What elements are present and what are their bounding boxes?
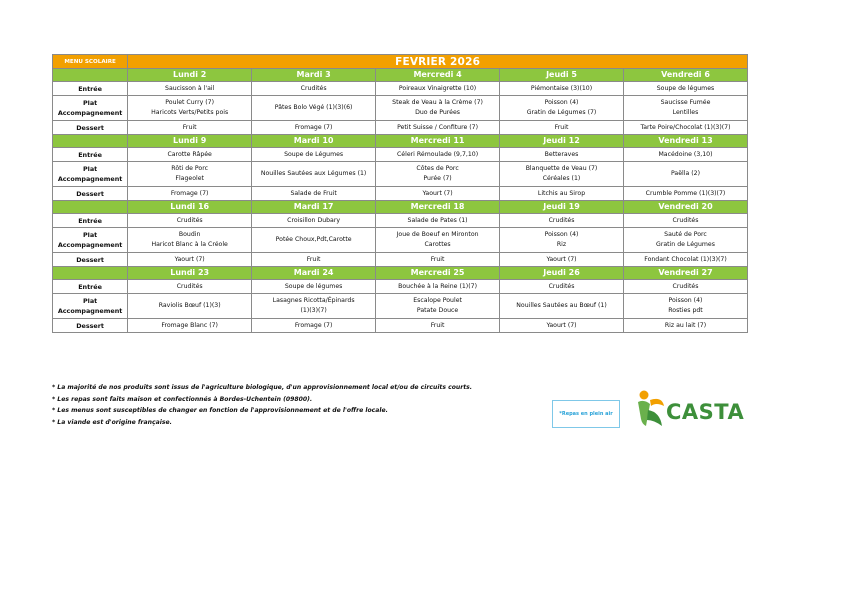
plat-cell xyxy=(252,228,376,253)
day-header: Lundi 9 xyxy=(128,135,252,148)
day-header-blank xyxy=(53,135,128,148)
plat-line: Rosties pdt xyxy=(668,307,703,314)
day-header: Jeudi 19 xyxy=(500,201,624,214)
plat-line: Sauté de Porc xyxy=(664,231,707,238)
row-label-dessert: Dessert xyxy=(53,253,128,267)
plat-line: Purée (7) xyxy=(423,175,452,182)
dessert-cell: Fruit xyxy=(128,121,252,135)
plat-line: Saucisse Fumée xyxy=(660,99,711,106)
entree-row xyxy=(53,214,748,228)
day-header-row xyxy=(53,69,748,82)
plat-line: Lasagnes Ricotta/Épinards xyxy=(272,297,355,304)
plat-line: (1)(3)(7) xyxy=(300,307,327,314)
day-header: Jeudi 12 xyxy=(500,135,624,148)
row-label-plat-line: Plat xyxy=(82,99,98,107)
day-header: Lundi 23 xyxy=(128,267,252,280)
plat-line: Paëlla (2) xyxy=(670,170,700,177)
plat-cell xyxy=(624,162,748,187)
plat-row xyxy=(53,294,748,319)
footnotes xyxy=(52,382,532,428)
plat-cell xyxy=(128,228,252,253)
plat-line: Poisson (4) xyxy=(668,297,703,304)
row-label-entree: Entrée xyxy=(53,214,128,228)
row-label-dessert: Dessert xyxy=(53,121,128,135)
plat-cell xyxy=(252,96,376,121)
day-header: Vendredi 13 xyxy=(624,135,748,148)
dessert-cell: Fruit xyxy=(500,121,624,135)
month-title: FEVRIER 2026 xyxy=(128,55,748,69)
entree-cell: Crudités xyxy=(500,280,624,294)
plat-cell xyxy=(128,294,252,319)
plat-cell xyxy=(376,96,500,121)
day-header-row xyxy=(53,135,748,148)
plat-line: Boudin xyxy=(178,231,201,238)
plat-line: Haricots Verts/Petits pois xyxy=(151,109,229,116)
plat-cell xyxy=(376,162,500,187)
day-header: Mardi 10 xyxy=(252,135,376,148)
plat-cell xyxy=(252,162,376,187)
day-header: Jeudi 5 xyxy=(500,69,624,82)
dessert-row xyxy=(53,253,748,267)
plat-line: Gratin de Légumes xyxy=(656,241,715,248)
dessert-cell: Yaourt (7) xyxy=(500,253,624,267)
entree-cell: Soupe de Légumes xyxy=(252,148,376,162)
menu-label: MENU SCOLAIRE xyxy=(53,55,128,69)
plat-line: Haricot Blanc à la Créole xyxy=(151,241,228,248)
day-header: Jeudi 26 xyxy=(500,267,624,280)
dessert-cell: Yaourt (7) xyxy=(376,187,500,201)
plat-line: Gratin de Légumes (7) xyxy=(526,109,597,116)
dessert-cell: Fruit xyxy=(252,253,376,267)
entree-cell: Poireaux Vinaigrette (10) xyxy=(376,82,500,96)
day-header-row xyxy=(53,267,748,280)
entree-cell: Salade de Pates (1) xyxy=(376,214,500,228)
day-header: Mardi 17 xyxy=(252,201,376,214)
plat-cell xyxy=(624,96,748,121)
plat-line: Raviolis Bœuf (1)(3) xyxy=(158,302,221,309)
row-label-dessert: Dessert xyxy=(53,319,128,333)
dessert-cell: Petit Suisse / Confiture (7) xyxy=(376,121,500,135)
day-header: Vendredi 27 xyxy=(624,267,748,280)
plat-line: Côtes de Porc xyxy=(416,165,459,172)
entree-cell: Carotte Râpée xyxy=(128,148,252,162)
plat-cell xyxy=(500,96,624,121)
plat-line: Poisson (4) xyxy=(544,231,579,238)
entree-row xyxy=(53,148,748,162)
entree-cell: Soupe de légumes xyxy=(624,82,748,96)
dessert-cell: Salade de Fruit xyxy=(252,187,376,201)
plat-cell xyxy=(500,162,624,187)
plat-cell xyxy=(500,294,624,319)
day-header: Mercredi 18 xyxy=(376,201,500,214)
entree-cell: Macédoine (3,10) xyxy=(624,148,748,162)
day-header-blank xyxy=(53,201,128,214)
footnote: * Les repas sont faits maison et confectionnés à Bordes-Uchentein (09800). xyxy=(52,395,313,403)
plat-line: Patate Douce xyxy=(416,307,459,314)
dessert-row xyxy=(53,187,748,201)
day-header: Mercredi 25 xyxy=(376,267,500,280)
dessert-cell: Fromage (7) xyxy=(252,319,376,333)
entree-cell: Betteraves xyxy=(500,148,624,162)
dessert-cell: Tarte Poire/Chocolat (1)(3)(7) xyxy=(624,121,748,135)
dessert-cell: Fondant Chocolat (1)(3)(7) xyxy=(624,253,748,267)
plat-line: Steak de Veau à la Crème (7) xyxy=(392,99,483,106)
dessert-cell: Fruit xyxy=(376,253,500,267)
dessert-cell: Litchis au Sirop xyxy=(500,187,624,201)
dessert-cell: Fromage (7) xyxy=(128,187,252,201)
plat-cell xyxy=(128,96,252,121)
plat-line: Flageolet xyxy=(175,175,204,182)
dessert-cell: Riz au lait (7) xyxy=(624,319,748,333)
dessert-row xyxy=(53,121,748,135)
plat-line: Nouilles Sautées aux Légumes (1) xyxy=(260,170,367,177)
row-label-plat-line: Plat xyxy=(82,231,98,239)
row-label-accompagnement-line: Accompagnement xyxy=(57,175,123,183)
row-label-accompagnement-line: Accompagnement xyxy=(57,307,123,315)
entree-cell: Crudités xyxy=(624,280,748,294)
footnote: * Les menus sont susceptibles de changer en fonction de l'approvisionnement et de l'offre locale. xyxy=(52,407,388,414)
entree-cell: Bouchée à la Reine (1)(7) xyxy=(376,280,500,294)
day-header: Lundi 16 xyxy=(128,201,252,214)
entree-cell: Crudités xyxy=(128,214,252,228)
plat-cell xyxy=(624,228,748,253)
entree-cell: Saucisson à l'ail xyxy=(128,82,252,96)
plat-row xyxy=(53,96,748,121)
entree-cell: Crudités xyxy=(128,280,252,294)
plat-line: Escalope Poulet xyxy=(413,297,462,304)
row-label-plat xyxy=(53,294,128,319)
footnote: * La majorité de nos produits sont issus de l'agriculture biologique, d'un approvisionnement local et/ou de circuits courts. xyxy=(52,384,473,391)
row-label-plat xyxy=(53,162,128,187)
row-label-entree: Entrée xyxy=(53,82,128,96)
day-header-blank xyxy=(53,267,128,280)
plat-line: Rôti de Porc xyxy=(171,165,209,172)
plat-line: Lentilles xyxy=(672,109,699,116)
row-label-plat-line: Plat xyxy=(82,297,98,305)
day-header: Mercredi 11 xyxy=(376,135,500,148)
day-header-row xyxy=(53,201,748,214)
outdoor-meal-legend: *Repas en plein air xyxy=(552,400,620,428)
menu-table xyxy=(52,54,748,333)
day-header: Vendredi 20 xyxy=(624,201,748,214)
plat-cell xyxy=(376,294,500,319)
plat-line: Pâtes Bolo Végé (1)(3)(6) xyxy=(274,104,353,111)
entree-cell: Crudités xyxy=(624,214,748,228)
dessert-cell: Yaourt (7) xyxy=(128,253,252,267)
entree-cell: Crudités xyxy=(500,214,624,228)
row-label-plat xyxy=(53,228,128,253)
plat-line: Riz xyxy=(556,241,567,248)
entree-cell: Céleri Rémoulade (9,7,10) xyxy=(376,148,500,162)
dessert-cell: Yaourt (7) xyxy=(500,319,624,333)
row-label-entree: Entrée xyxy=(53,148,128,162)
dessert-row xyxy=(53,319,748,333)
casta-logo-figure-icon xyxy=(638,391,664,427)
plat-row xyxy=(53,162,748,187)
day-header: Mercredi 4 xyxy=(376,69,500,82)
plat-line: Nouilles Sautées au Bœuf (1) xyxy=(516,302,607,309)
plat-line: Poulet Curry (7) xyxy=(165,99,215,106)
row-label-accompagnement-line: Accompagnement xyxy=(57,109,123,117)
day-header: Lundi 2 xyxy=(128,69,252,82)
row-label-entree: Entrée xyxy=(53,280,128,294)
row-label-accompagnement-line: Accompagnement xyxy=(57,241,123,249)
entree-row xyxy=(53,280,748,294)
plat-line: Blanquette de Veau (7) xyxy=(525,165,598,172)
dessert-cell: Crumble Pomme (1)(3)(7) xyxy=(624,187,748,201)
entree-cell: Crudités xyxy=(252,82,376,96)
plat-line: Poisson (4) xyxy=(544,99,579,106)
plat-cell xyxy=(376,228,500,253)
plat-cell xyxy=(128,162,252,187)
casta-logo-text: CASTA xyxy=(666,400,745,424)
dessert-cell: Fromage (7) xyxy=(252,121,376,135)
plat-cell xyxy=(624,294,748,319)
entree-row xyxy=(53,82,748,96)
dessert-cell: Fruit xyxy=(376,319,500,333)
footnote: * La viande est d'origine française. xyxy=(52,418,172,426)
entree-cell: Soupe de légumes xyxy=(252,280,376,294)
plat-row xyxy=(53,228,748,253)
day-header: Mardi 3 xyxy=(252,69,376,82)
plat-line: Céréales (1) xyxy=(542,175,581,182)
dessert-cell: Fromage Blanc (7) xyxy=(128,319,252,333)
entree-cell: Piémontaise (3)(10) xyxy=(500,82,624,96)
plat-line: Duo de Purées xyxy=(415,109,461,116)
day-header: Vendredi 6 xyxy=(624,69,748,82)
row-label-plat xyxy=(53,96,128,121)
day-header-blank xyxy=(53,69,128,82)
day-header: Mardi 24 xyxy=(252,267,376,280)
entree-cell: Croisillon Dubary xyxy=(252,214,376,228)
plat-line: Joue de Boeuf en Mironton xyxy=(396,231,479,238)
plat-cell xyxy=(252,294,376,319)
row-label-dessert: Dessert xyxy=(53,187,128,201)
row-label-plat-line: Plat xyxy=(82,165,98,173)
plat-line: Potée Choux,Pdt,Carotte xyxy=(275,236,352,243)
plat-cell xyxy=(500,228,624,253)
plat-line: Carottes xyxy=(424,241,451,248)
